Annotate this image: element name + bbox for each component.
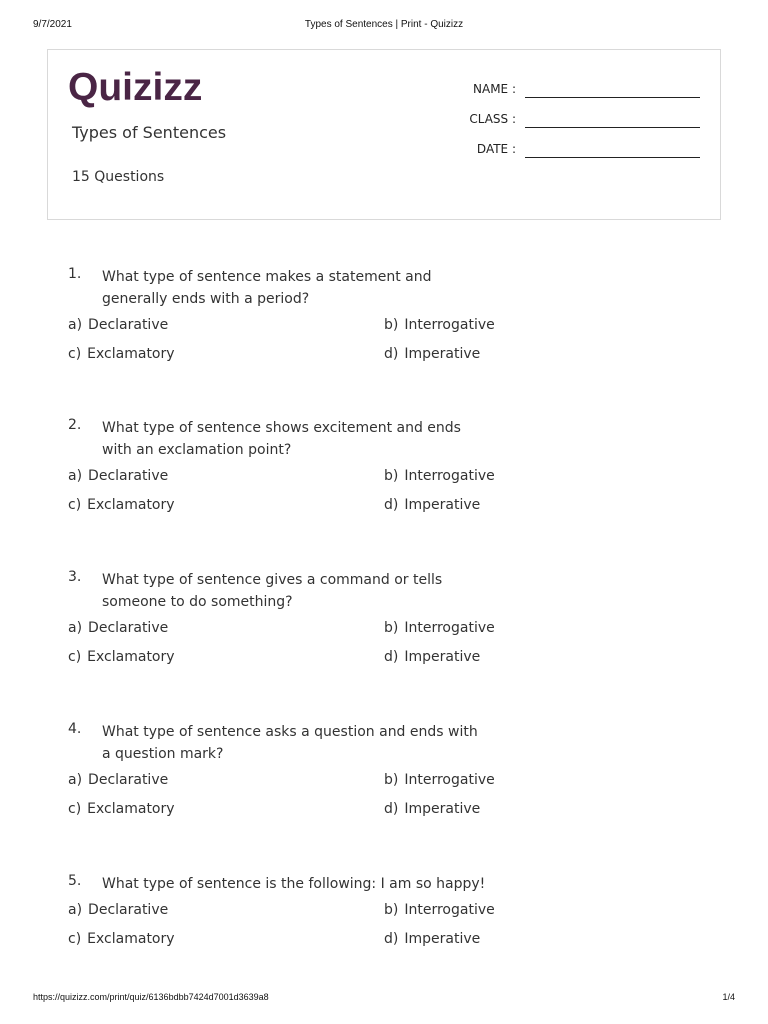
class-line: [525, 127, 700, 128]
date-field[interactable]: [450, 142, 700, 172]
print-page-title: Types of Sentences | Print - Quizizz: [304, 19, 464, 30]
option-d: [384, 649, 480, 665]
print-date: 9/7/2021: [33, 19, 72, 30]
option-c: [68, 649, 175, 665]
option-letter: b): [384, 772, 399, 788]
option-letter: c): [68, 649, 82, 665]
class-label: CLASS :: [469, 112, 516, 126]
option-letter: b): [384, 468, 399, 484]
option-a: [68, 772, 168, 788]
question-number: 5.: [68, 873, 82, 889]
option-letter: a): [68, 772, 83, 788]
question-number: 4.: [68, 721, 82, 737]
option-text: Imperative: [404, 497, 481, 513]
option-c: [68, 801, 175, 817]
option-letter: c): [68, 801, 82, 817]
page-number: 1/4: [722, 992, 735, 1002]
option-text: Exclamatory: [87, 801, 175, 817]
option-letter: d): [384, 801, 399, 817]
student-info-fields: [450, 82, 700, 172]
option-letter: c): [68, 497, 82, 513]
option-text: Exclamatory: [87, 931, 175, 947]
option-a: [68, 468, 168, 484]
option-letter: d): [384, 497, 399, 513]
option-d: [384, 346, 480, 362]
option-a: [68, 902, 168, 918]
option-text: Interrogative: [404, 317, 495, 333]
option-a: [68, 620, 168, 636]
option-letter: a): [68, 902, 83, 918]
name-label: NAME :: [473, 82, 516, 96]
option-c: [68, 931, 175, 947]
date-label: DATE :: [476, 142, 516, 156]
option-text: Interrogative: [404, 620, 495, 636]
name-line: [525, 97, 700, 98]
option-text: Exclamatory: [87, 497, 175, 513]
option-b: [384, 772, 495, 788]
option-text: Imperative: [404, 931, 481, 947]
option-d: [384, 801, 480, 817]
option-text: Exclamatory: [87, 649, 175, 665]
option-letter: d): [384, 649, 399, 665]
question-count: 15 Questions: [72, 169, 165, 185]
option-b: [384, 902, 495, 918]
question-text: What type of sentence asks a question and ends with a question mark?: [102, 724, 478, 762]
option-letter: b): [384, 902, 399, 918]
option-letter: a): [68, 620, 83, 636]
option-text: Imperative: [404, 346, 481, 362]
option-letter: c): [68, 931, 82, 947]
option-text: Exclamatory: [87, 346, 175, 362]
question-number: 1.: [68, 266, 82, 282]
print-footer: [0, 990, 768, 1010]
question-text: What type of sentence is the following: I am so happy!: [102, 876, 486, 892]
option-letter: a): [68, 468, 83, 484]
date-line: [525, 157, 700, 158]
option-b: [384, 620, 495, 636]
name-field[interactable]: [450, 82, 700, 112]
option-c: [68, 497, 175, 513]
option-text: Declarative: [88, 772, 169, 788]
option-d: [384, 497, 480, 513]
print-header: [0, 14, 768, 34]
quiz-header-box: [47, 49, 721, 220]
option-text: Declarative: [88, 620, 169, 636]
option-a: [68, 317, 168, 333]
option-text: Imperative: [404, 649, 481, 665]
option-text: Interrogative: [404, 772, 495, 788]
question-number: 2.: [68, 417, 82, 433]
question-text: What type of sentence makes a statement and generally ends with a period?: [102, 269, 432, 307]
option-b: [384, 317, 495, 333]
option-letter: c): [68, 346, 82, 362]
class-field[interactable]: [450, 112, 700, 142]
option-letter: a): [68, 317, 83, 333]
question-text: What type of sentence gives a command or tells someone to do something?: [102, 572, 443, 610]
option-d: [384, 931, 480, 947]
quiz-title: Types of Sentences: [72, 123, 227, 142]
option-letter: d): [384, 931, 399, 947]
question-number: 3.: [68, 569, 82, 585]
print-url: https://quizizz.com/print/quiz/6136bdbb7424d7001d3639a8: [33, 992, 269, 1002]
option-text: Interrogative: [404, 468, 495, 484]
option-text: Interrogative: [404, 902, 495, 918]
option-c: [68, 346, 175, 362]
option-letter: d): [384, 346, 399, 362]
option-text: Declarative: [88, 902, 169, 918]
option-text: Imperative: [404, 801, 481, 817]
option-text: Declarative: [88, 317, 169, 333]
option-b: [384, 468, 495, 484]
quizizz-logo: Quizizz: [68, 66, 203, 109]
option-text: Declarative: [88, 468, 169, 484]
option-letter: b): [384, 620, 399, 636]
option-letter: b): [384, 317, 399, 333]
question-text: What type of sentence shows excitement and ends with an exclamation point?: [102, 420, 461, 458]
